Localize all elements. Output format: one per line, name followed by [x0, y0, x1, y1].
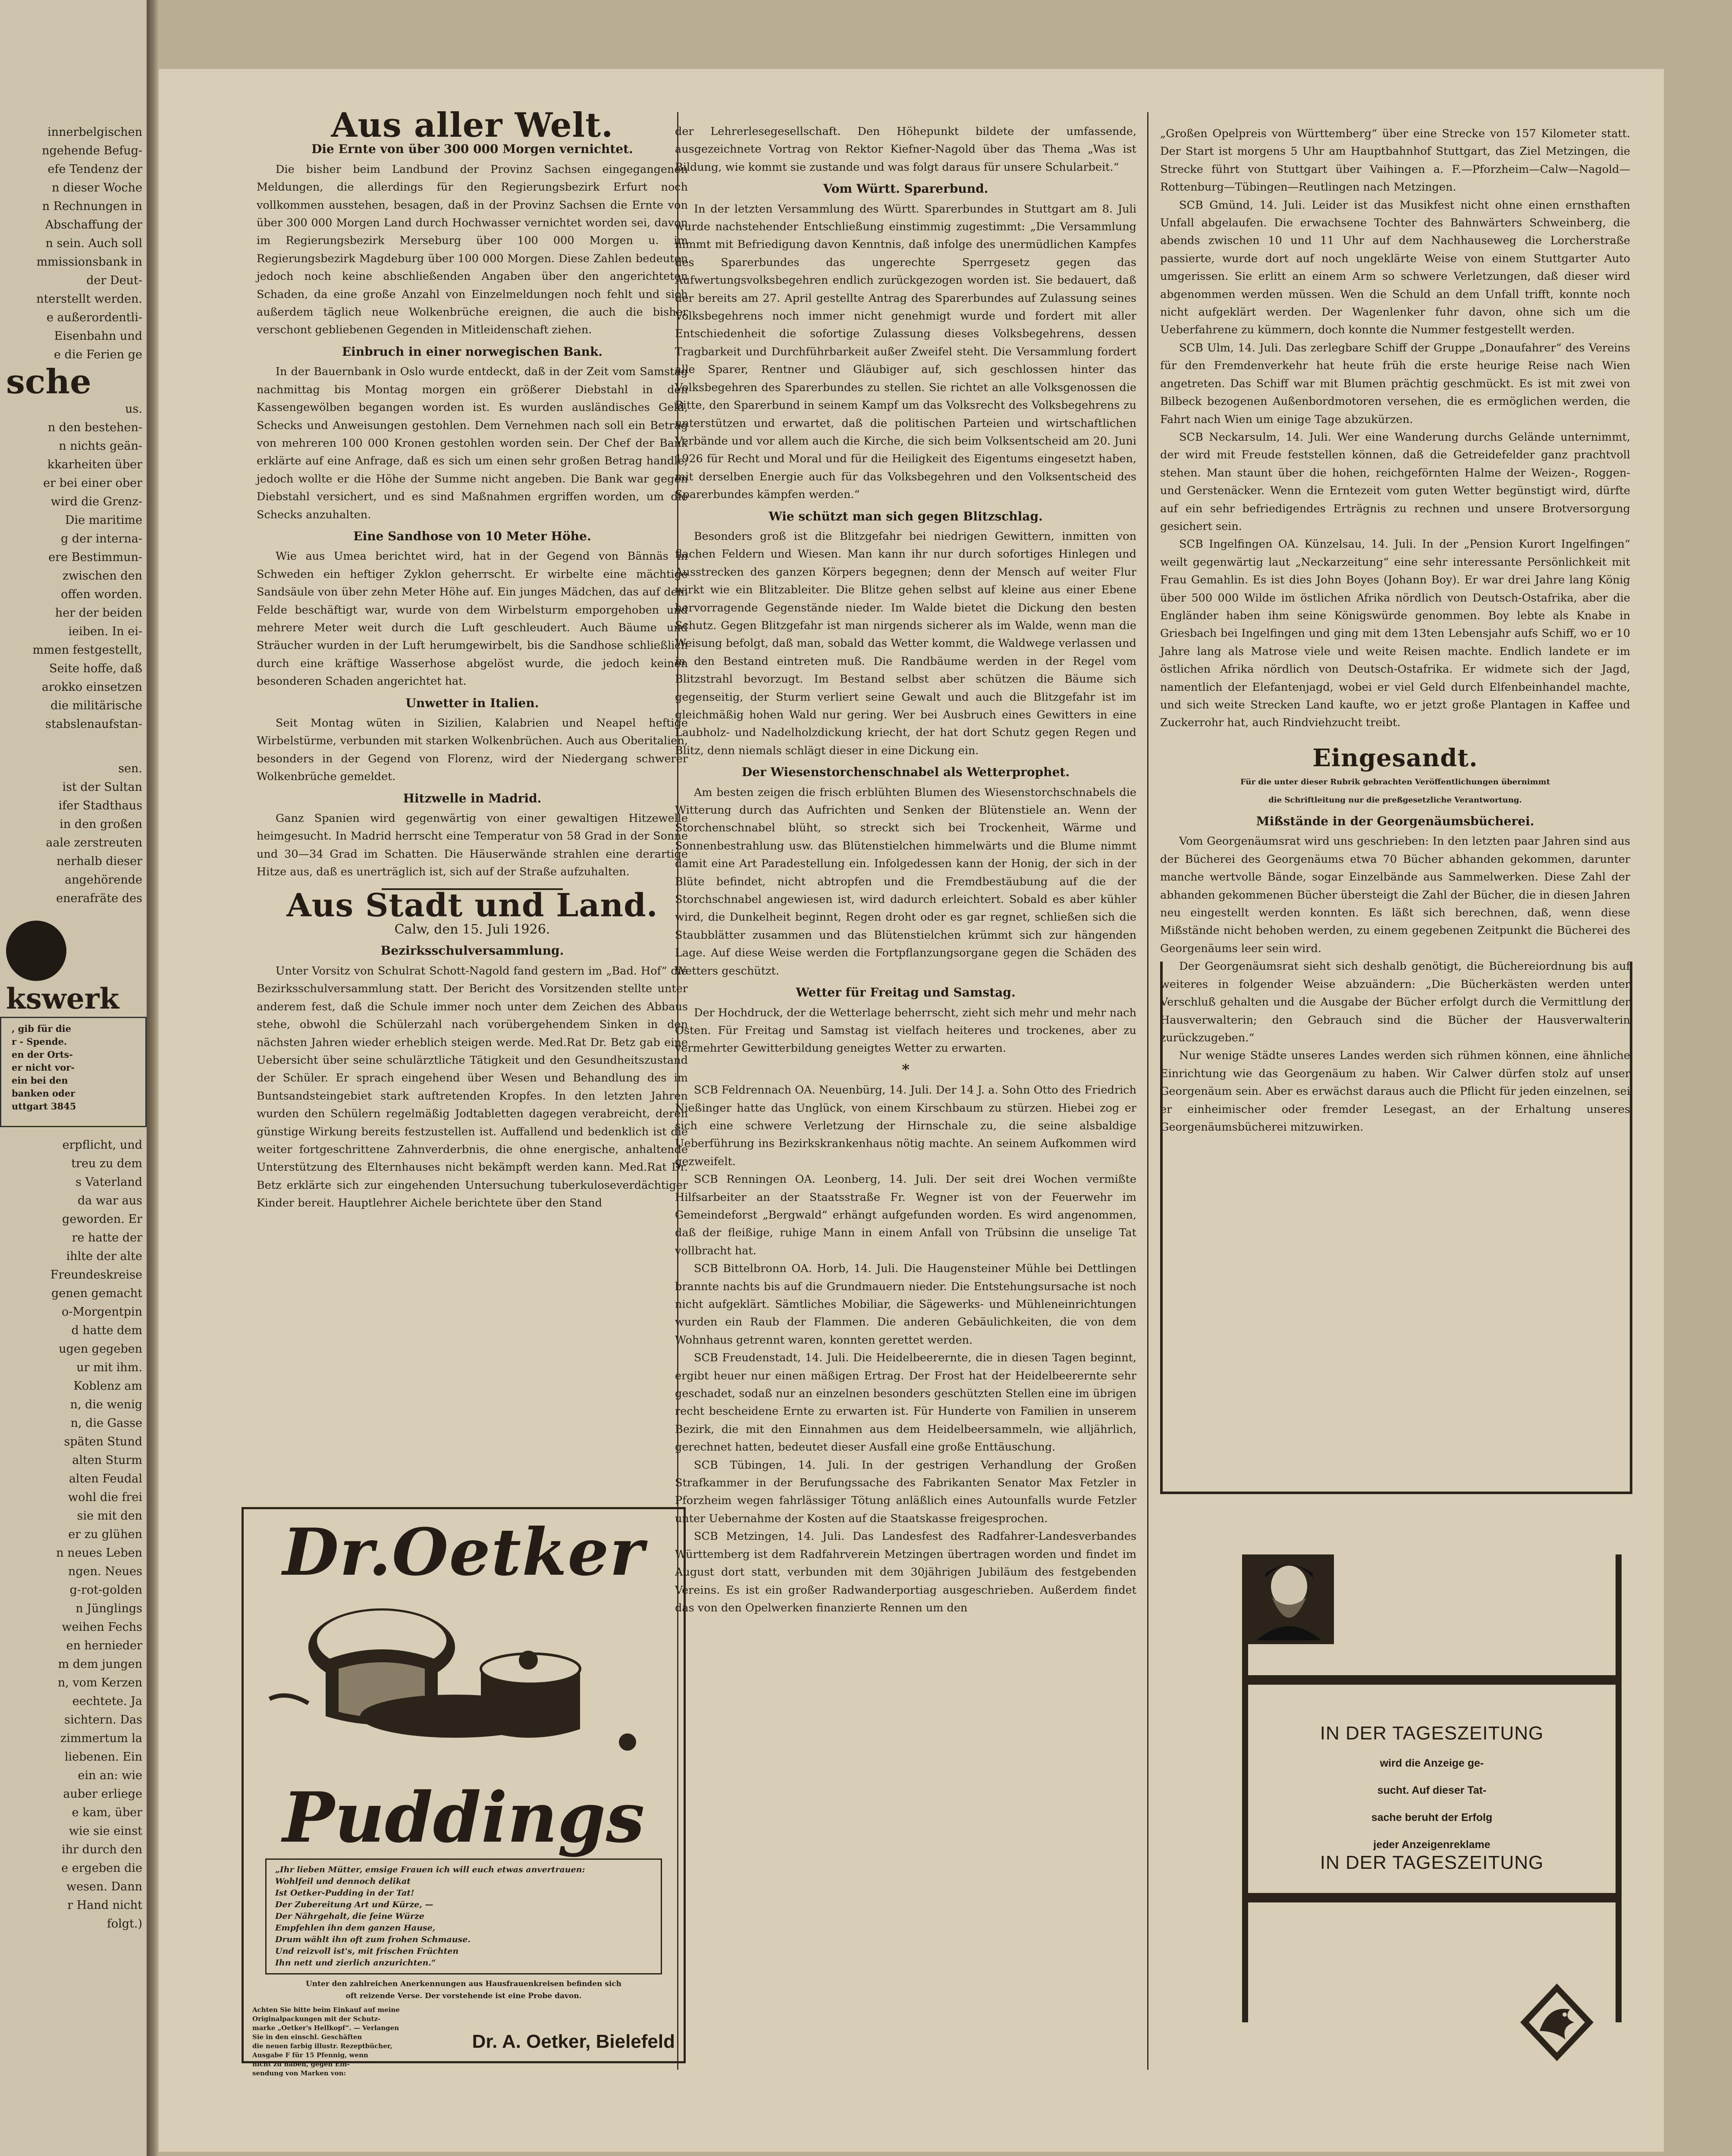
prev-line: Die maritime	[65, 514, 142, 527]
verse-line: „Ihr lieben Mütter, emsige Frauen ich will euch etwas anvertrauen:	[275, 1865, 585, 1874]
fine-print-line: marke „Oetker's Hellkopf“. — Verlangen Sie in den einschl. Geschäften	[252, 2024, 399, 2041]
ad-middle-line: jeder Anzeigenreklame	[1373, 1839, 1490, 1851]
page-spine	[147, 0, 159, 2156]
prev-line: wesen. Dann	[66, 1880, 142, 1893]
prev-line: folgt.)	[107, 1917, 142, 1930]
article-body: SCB Bittelbronn OA. Horb, 14. Juli. Die Haugensteiner Mühle bei Dettlingen brannte nachts bis auf die Grundmauern nieder. Die Entstehungsursache ist noch nicht aufgeklärt. Sämtliches Mobiliar, die Sägewerks- und Mühleneinrichtungen wurden ein Raub der Flammen. Die anderen Gebäulichkeiten, die von dem Wohnhaus getrennt waren, konnten gerettet werden.	[675, 1262, 1136, 1347]
oetker-fine-print	[252, 2006, 408, 2078]
article-body: In der letzten Versammlung des Württ. Sparerbundes in Stuttgart am 8. Juli wurde nachstehender Entschließung einstimmig zugestimmt: „Die Versammlung nimmt mit Befriedigung davon Kenntnis, daß infolge des unermüdlichen Kampfes des Sparerbundes das ungerechte Sperrgesetz gegen das Aufwertungsvolksbegehren endlich zurückgezogen worden ist. Sie bedauert, daß der bereits am 27. April gestellte Antrag des Sparerbundes auf Zulassung seines Volksbegehrens noch immer nicht genehmigt wurde und fordert mit aller Entschiedenheit die sofortige Zulassung dieses Volksbegehrens, dessen Tragbarkeit und Durchführbarkeit außer Zweifel steht. Die Versammlung fordert alle Sparer, Rentner und Gläubiger auf, sich geschlossen hinter das Volksbegehren des Sparerbundes zu stellen. Sie richtet an alle Volksgenossen die Bitte, den Sparerbund in seinem Kampf um das Volksrecht des Volksbegehrens zu unterstützen und erwartet, daß die politischen Parteien und wirtschaftlichen Verbände und vor allem auch die Kirche, die sich beim Volksentscheid am 20. Juni 1926 für Recht und Moral und für die Heiligkeit des Eigentums eingesetzt haben, mit derselben Energie auch für das Volksbegehren und den Volksentscheid des Sparerbundes kämpfen werden.“	[675, 202, 1136, 501]
article-body: Der Hochdruck, der die Wetterlage beherrscht, zieht sich mehr und mehr nach Osten. Für Freitag und Samstag ist vielfach heiteres und trockenes, aber zu vermehrter Gewitterbildung geneigtes Wetter zu erwarten.	[675, 1006, 1136, 1055]
prev-line: in den großen	[60, 818, 142, 831]
ad-headline-bottom: IN DER TAGESZEITUNG	[1320, 1852, 1544, 1873]
disclaimer-line-2: die Schriftleitung nur die preßgesetzliche Verantwortung.	[1268, 795, 1522, 805]
article-body: Besonders groß ist die Blitzgefahr bei niedrigen Gewittern, inmitten von flachen Feldern und Wiesen. Man kann ihr nur durch sofortiges Hinlegen und Ausstrecken des ganzen Körpers begegnen; denn der Mensch auf weiter Flur wirkt wie ein Blitzableiter. Die Blitze gehen selbst auf kleine aus einer Ebene hervorragende Gegenstände nieder. Im Walde bietet die Dickung den besten Schutz. Gegen Blitzgefahr ist man nirgends sicherer als im Walde, wenn man die Weisung befolgt, daß man, sobald das Wetter kommt, die Waldwege verlassen und in den Bestand eintreten muß. Die Randbäume werden in der Regel vom Blitzstrahl bevorzugt. Im Bestand selbst aber schützen die Bäume sich gegenseitig, der Sturm verliert seine Gewalt und auch die Blitzgefahr ist im gleichmäßig hohen Wald nur gering. Wer bei Ausbruch eines Gewitters in eine Laubholz- und Nadelholzdickung kriecht, der hat dort Schutz gegen Regen und Blitz, denn niemals schlägt dieser in eine Dickung ein.	[675, 530, 1136, 757]
prev-line: kkarheiten über	[47, 458, 142, 471]
press-emblem-icon	[1514, 1979, 1600, 2065]
prev-line: mmissionsbank in	[36, 255, 142, 269]
prev-line: nerhalb dieser	[56, 855, 142, 868]
prev-line: auber erliege	[63, 1787, 142, 1801]
prev-line: arokko einsetzen	[41, 680, 142, 694]
article-body: Unter Vorsitz von Schulrat Schott-Nagold fand gestern im „Bad. Hof“ die Bezirksschulversammlung statt. Der Bericht des Vorsitzenden stellte unter anderem fest, daß die Schule immer noch unter dem Zeichen des Abbaus stehe, obwohl die Schülerzahl nach vorübergehendem Sinken in den nächsten Jahren wieder erheblich steigen werde. Med.Rat Dr. Betz gab eine Uebersicht über seine schulärztliche Tätigkeit und den Gesundheitszustand der Schüler. Er sprach eingehend über Wesen und Behandlung des im Buntsandsteingebiet stark auftretenden Kropfes. In den letzten Jahren wurden den Schülern regelmäßig Jodtabletten dagegen verabreicht, deren günstige Wirkung bereits festzustellen ist. Auffallend und bedenklich ist die weiter fortgeschrittene Zahnverderbnis, die ohne energische, anhaltende Unterstützung des Elternhauses nicht bekämpft werden kann. Med.Rat Dr. Betz erklärte sich zur eingehenden Untersuchung tuberkuloseverdächtiger Kinder bereit. Hauptlehrer Aichele berichtete über den Stand	[257, 964, 688, 1210]
prev-ad-line: banken oder	[12, 1088, 75, 1099]
eingesandt-frame	[1160, 962, 1632, 1494]
verse-line: Ist Oetker-Pudding in der Tat!	[275, 1888, 414, 1898]
ad-middle-line: sache beruht der Erfolg	[1371, 1811, 1493, 1824]
prev-line: Koblenz am	[73, 1379, 142, 1393]
article-title: Unwetter in Italien.	[405, 696, 539, 710]
verse-line: Empfehlen ihn dem ganzen Hause,	[275, 1923, 436, 1933]
prev-line: er zu glühen	[68, 1528, 142, 1541]
oetker-address: Dr. A. Oetker, Bielefeld	[472, 2031, 675, 2052]
column-2	[675, 123, 1136, 1617]
verse-line: Drum wählt ihn oft zum frohen Schmause.	[275, 1935, 471, 1944]
prev-lines-mid	[0, 400, 147, 733]
prev-line: n den bestehen-	[47, 421, 142, 434]
article-title: Wie schützt man sich gegen Blitzschlag.	[769, 509, 1043, 523]
fine-print-line: nicht zu haben, gegen Ein-	[252, 2060, 350, 2068]
prev-line: her der beiden	[55, 606, 142, 620]
article-body: SCB Gmünd, 14. Juli. Leider ist das Musikfest nicht ohne einen ernsthaften Unfall abgelaufen. Die erwachsene Tochter des Bahnwärters Schweinberg, die abends zwischen 10 und 11 Uhr auf dem Nachhauseweg die Lorcherstraße passierte, wurde dort auf noch ungeklärte Weise von einem Stuttgarter Auto umgerissen. Sie erlitt an einem Arm so schwere Verletzungen, daß dieser wird abgenommen werden müssen. Wen die Schuld an dem Unfall trifft, konnte noch nicht aufgeklärt werden. Der Wagenlenker fuhr davon, ohne sich um die Ueberfahrene zu kümmern, doch konnte die Nummer festgestellt werden.	[1160, 198, 1630, 337]
prev-line: er bei einer ober	[43, 476, 142, 490]
oetker-note-2: oft reizende Verse. Der vorstehende ist eine Probe davon.	[345, 1992, 582, 2000]
article-body: Nur wenige Städte unseres Landes werden sich rühmen können, eine ähnliche Einrichtung wie das Georgenäum zu haben. Wir Calwer dürfen stolz auf unser Georgenäum sein. Aber es erwächst daraus auch die Pflicht für jeden einzelnen, sei er einheimischer oder fremder Lesegast, an der Erhaltung unseres Georgenäumsbücherei mitzuwirken.	[1160, 1049, 1630, 1134]
article-title: Der Wiesenstorchenschnabel als Wetterprophet.	[741, 765, 1070, 780]
verse-line: Der Nährgehalt, die feine Würze	[275, 1912, 424, 1921]
fine-print-line: sendung von Marken von:	[252, 2069, 346, 2077]
prev-line: alten Feudal	[69, 1472, 142, 1485]
prev-line: re hatte der	[72, 1231, 142, 1244]
fine-print-line: Achten Sie bitte beim Einkauf auf meine Originalpackungen mit der Schutz-	[252, 2006, 400, 2023]
verse-line: Der Zubereitung Art und Kürze, —	[275, 1900, 433, 1909]
article-title: Wetter für Freitag und Samstag.	[796, 985, 1016, 1000]
oetker-brand: Dr.Oetker	[282, 1514, 645, 1590]
prev-lines-bottom	[0, 1136, 147, 1933]
prev-line: geworden. Er	[62, 1213, 142, 1226]
article-body: „Großen Opelpreis von Württemberg“ über eine Strecke von 157 Kilometer statt. Der Start ist morgens 5 Uhr am Hauptbahnhof Stuttgart, das Ziel Metzingen, die Strecke führt von Stuttgart über Vaihingen a. F.—Pforzheim—Calw—Nagold—Rottenburg—Tübingen—Reutlingen nach Metzingen.	[1160, 127, 1630, 194]
prev-ad-line: r - Spende.	[12, 1036, 67, 1047]
prev-line: enerafräte des	[56, 892, 142, 905]
prev-line: eechtete. Ja	[72, 1695, 142, 1708]
dr-oetker-advertisement	[242, 1507, 686, 2077]
verse-line: Wohlfeil und dennoch delikat	[275, 1877, 411, 1886]
ad-headline-top: IN DER TAGESZEITUNG	[1320, 1723, 1544, 1744]
prev-line: der Deut-	[86, 274, 142, 287]
verse-line: Ihn nett und zierlich anzurichten.“	[275, 1958, 436, 1968]
prev-line: e ergeben die	[61, 1861, 142, 1875]
disclaimer-line-1: Für die unter dieser Rubrik gebrachten Veröffentlichungen übernimmt	[1240, 777, 1550, 787]
prev-line: offen worden.	[61, 588, 142, 601]
prev-line: genen gemacht	[51, 1287, 142, 1300]
article-title: Mißstände in der Georgenäumsbücherei.	[1256, 814, 1534, 829]
prev-line: sie mit den	[77, 1509, 142, 1523]
prev-line: da war aus	[77, 1194, 142, 1207]
prev-line: stabslenaufstan-	[45, 718, 142, 731]
article-body: Wie aus Umea berichtet wird, hat in der Gegend von Bännäs in Schweden ein heftiger Zyklon geherrscht. Er wirbelte eine mächtige Sandsäule von über zehn Meter Höhe auf. Ein junges Mädchen, das auf dem Felde beschäftigt war, wurde von dem Wirbelsturm emporgehoben und mehrere Meter weit durch die Luft geschleudert. Auch Bäume und Sträucher wurden in der Luft herumgewirbelt, bis die Sandhose schließlich durch eine kräftige Wasserhose abgelöst wurde, die jedoch keinen besonderen Schaden angerichtet hat.	[257, 550, 688, 688]
prev-line: weihen Fechs	[62, 1620, 142, 1634]
prev-line: ur mit ihm.	[76, 1361, 142, 1374]
article-body: Der Georgenäumsrat sieht sich deshalb genötigt, die Büchereiordnung bis auf weiteres in folgender Weise abzuändern: „Die Bücherkästen werden unter Verschluß gehalten und die Ausgabe der Bücher erfolgt durch die Vermittlung der Hausverwalterin; den Gebrauch sind die Bücher der Hausverwalterin zurückzugeben.“	[1160, 960, 1630, 1044]
prev-line: Freundeskreise	[50, 1268, 142, 1282]
prev-line: r Hand nicht	[67, 1899, 142, 1912]
article-title: Die Ernte von über 300 000 Morgen vernichtet.	[311, 142, 633, 157]
article-body: Ganz Spanien wird gegenwärtig von einer gewaltigen Hitzewelle heimgesucht. In Madrid herrscht eine Temperatur von 58 Grad in der Sonne und 30—34 Grad im Schatten. Die Häuserwände strahlen eine derartige Hitze aus, daß es unerträglich ist, sich auf der Straße aufzuhalten.	[257, 812, 688, 879]
article-body: Vom Georgenäumsrat wird uns geschrieben: In den letzten paar Jahren sind aus der Bücherei des Georgenäums etwa 70 Bücher abhanden gekommen, darunter manche wertvolle Bände, sogar Einzelbände aus Sammelwerken. Diese Zahl der abhanden gekommenen Bücher übersteigt die Zahl der Bücher, die in diesen Jahren neu eingestellt werden konnten. Es läßt sich berechnen, daß, wenn diese Mißstände nicht behoben werden, zu einem gegebenen Zeitpunkt die Bücherei des Georgenäums leer sein wird.	[1160, 835, 1630, 955]
prev-line: n Rechnungen in	[42, 200, 142, 213]
prev-line: ifer Stadthaus	[58, 799, 142, 812]
prev-line: die militärische	[50, 699, 142, 712]
ad-middle-text	[1248, 1744, 1616, 1864]
prev-line: innerbelgischen	[47, 125, 142, 139]
article-body: SCB Renningen OA. Leonberg, 14. Juli. Der seit drei Wochen vermißte Hilfsarbeiter an der Staatsstraße Fr. Wegner ist von der Feuerwehr im Gemeindeforst „Bergwald“ erhängt aufgefunden worden. Es wird angenommen, daß der fleißige, ruhige Mann in einem Anfall von Trübsinn die unselige Tat vollbracht hat.	[675, 1173, 1136, 1257]
gutenberg-portrait-icon	[1246, 1554, 1334, 1644]
heading-aus-aller-welt: Aus aller Welt.	[331, 106, 614, 145]
prev-line: zwischen den	[63, 569, 142, 583]
prev-line: ngehende Befug-	[42, 144, 142, 157]
prev-line: e die Ferien ge	[53, 348, 142, 361]
prev-line: ist der Sultan	[62, 780, 142, 794]
prev-line: e kam, über	[72, 1806, 142, 1819]
article-body: Seit Montag wüten in Sizilien, Kalabrien und Neapel heftige Wirbelstürme, verbunden mit starken Wolkenbrüchen. Auch aus Oberitalien, besonders in der Gegend von Florenz, wird der Niedergang schwerer Wolkenbrüche gemeldet.	[257, 717, 688, 783]
ad-middle-line: sucht. Auf dieser Tat-	[1377, 1784, 1487, 1796]
article-body: SCB Feldrennach OA. Neuenbürg, 14. Juli. Der 14 J. a. Sohn Otto des Friedrich Nießinger hatte das Unglück, von einem Kirschbaum zu stürzen. Hiebei zog er sich eine schwere Verletzung der Hirnschale zu, die seine alsbaldige Ueberführung ins Bezirkskrankenhaus nötig machte. An seinem Aufkommen wird gezweifelt.	[675, 1084, 1136, 1168]
prev-line: mmen festgestellt,	[32, 643, 142, 657]
star-divider: *	[902, 1061, 910, 1078]
prev-line: efe Tendenz der	[47, 163, 142, 176]
article-body: SCB Ingelfingen OA. Künzelsau, 14. Juli. In der „Pension Kurort Ingelfingen“ weilt gegenwärtig laut „Neckarzeitung“ eine sehr interessante Persönlichkeit mit Frau Gemahlin. Es ist dies John Boyes (Johann Boy). Er war drei Jahre lang König über 500 000 Wilde im östlichen Afrika nördlich von Deutsch-Ostafrika, aber die Engländer haben ihm seine Königswürde genommen. Boy lebte als Knabe in Griesbach bei Ingelfingen und ging mit dem 13ten Lebensjahr aufs Schiff, wo er 10 Jahre lang als Matrose viele und weite Reisen machte. Endlich landete er im östlichen Afrika nördlich von Deutsch-Ostafrika. Er widmete sich der Jagd, namentlich der Elefantenjagd, wobei er viel Geld durch Elfenbeinhandel machte, und sich weite Strecken Land kaufte, wo er jetzt große Plantagen in Kaffee und Zuckerrohr hat, auch Rindviehzucht treibt.	[1160, 538, 1630, 730]
oetker-verse-box	[265, 1858, 662, 1974]
oetker-product: Puddings	[282, 1777, 645, 1858]
prev-ad-box	[0, 1017, 147, 1127]
prev-ad-line: er nicht vor-	[12, 1062, 75, 1073]
prev-ad-line: en der Orts-	[12, 1049, 73, 1060]
prev-line: n, vom Kerzen	[57, 1676, 142, 1689]
article-body: Die bisher beim Landbund der Provinz Sachsen eingegangenen Meldungen, die allerdings für den Regierungsbezirk Erfurt noch vollkommen ausstehen, besagen, daß in der Provinz Sachsen die Ernte von über 300 000 Morgen Land durch Hochwasser vernichtet worden sei, davon im Regierungsbezirk Merseburg über 100 000 Morgen u. im Regierungsbezirk Magdeburg über 100 000 Morgen. Diese Zahlen bedeuten jedoch noch keine abschließenden Angaben über den angerichteten Schaden, da eine große Anzahl von Einzelmeldungen noch fehlt und sich außerdem täglich neue Wolkenbrüche ereignen, die auch die bisher verschont gebliebenen Gegenden in Mitleidenschaft ziehen.	[257, 163, 688, 337]
prev-heading-1: sche	[6, 362, 91, 401]
prev-line: ngen. Neues	[68, 1565, 142, 1578]
dateline: Calw, den 15. Juli 1926.	[394, 922, 550, 937]
ad-top-bar	[1248, 1675, 1616, 1685]
oetker-footer	[252, 2006, 675, 2078]
article-title: Hitzwelle in Madrid.	[403, 791, 542, 805]
prev-line: e außerordentli-	[46, 311, 142, 324]
pudding-illustration	[252, 1587, 675, 1781]
prev-line: o-Morgentpin	[62, 1305, 142, 1319]
prev-line: ihr durch den	[62, 1843, 142, 1856]
prev-line: ein an: wie	[78, 1769, 142, 1782]
column-rule-2	[1147, 112, 1148, 2070]
prev-line: s Vaterland	[75, 1175, 142, 1189]
prev-line: g der interna-	[61, 532, 142, 545]
prev-line: ugen gegeben	[59, 1342, 142, 1356]
prev-line: treu zu dem	[71, 1157, 142, 1170]
prev-line: g-rot-golden	[69, 1583, 142, 1597]
article-title: Einbruch in einer norwegischen Bank.	[342, 344, 603, 359]
prev-line: n, die wenig	[70, 1398, 142, 1411]
article-body: Am besten zeigen die frisch erblühten Blumen des Wiesenstorchschnabels die Witterung durch das Aufrichten und Senken der Blütenstiele an. Wenn der Storchenschnabel blüht, so streckt sich bei Trockenheit, Wärme und Sonnenbestrahlung usw. das Blütenstielchen himmelwärts und die Blume nimmt damit eine Art Paradestellung ein. Infolgedessen kann der Honig, der sich in der Blüte befindet, nicht abtropfen und die Fremdbestäubung auf die der Storchschnabel angewiesen ist, wird dadurch erleichtert. Sobald es aber kühler wird, die Dunkelheit beginnt, Regen droht oder es gar regnet, schließen sich die Staubblätter zusammen und das Blütenstielchen krümmt sich zur hängenden Lage. Auf diese Weise werden die Fortpflanzungsorgane gegen die Schäden des Wetters geschützt.	[675, 786, 1136, 978]
verse-line: Und reizvoll ist's, mit frischen Früchten	[275, 1946, 459, 1956]
article-body: SCB Metzingen, 14. Juli. Das Landesfest des Radfahrer-Landesverbandes Württemberg ist dem Radfahrverein Metzingen übertragen worden und findet im August dort statt, verbunden mit dem 30jährigen Jubiläum des festgebenden Vereins. Es ist ein großer Radwanderportiag ausgeschrieben. Außerdem findet das von den Opelwerken finanzierte Rennen um den	[675, 1530, 1136, 1614]
prev-lines-top	[0, 123, 147, 364]
prev-line: en hernieder	[66, 1639, 142, 1652]
prev-line: ihlte der alte	[66, 1250, 142, 1263]
prev-ad-line: ein bei den	[12, 1075, 68, 1086]
prev-line: ieiben. In ei-	[68, 625, 142, 638]
prev-line: n neues Leben	[56, 1546, 142, 1560]
prev-ad-line: uttgart 3845	[12, 1101, 76, 1112]
ad-middle-line: wird die Anzeige ge-	[1380, 1757, 1484, 1769]
article-body: SCB Ulm, 14. Juli. Das zerlegbare Schiff der Gruppe „Donaufahrer“ des Vereins für den Fremdenverkehr hat heute früh die erste heurige Reise nach Wien angetreten. Das Schiff war mit Blumen prächtig geschmückt. Es ist mit zwei von Bilbeck bezogenen Außenbordmotoren versehen, die es ermöglichen werden, die Fahrt nach Wien um einige Tage abzukürzen.	[1160, 341, 1630, 426]
prev-line: späten Stund	[64, 1435, 142, 1448]
prev-lines-mid2	[0, 759, 147, 908]
prev-ad-line: , gib für die	[12, 1023, 71, 1034]
article-body: SCB Freudenstadt, 14. Juli. Die Heidelbeerernte, die in diesen Tagen beginnt, ergibt heuer nur einen mäßigen Ertrag. Der Frost hat der Heidelbeerernte sehr geschadet, sodaß nur an einzelnen besonders geschützten Stellen eine im übrigen recht bescheidene Ernte zu erwarten ist. Für Hunderte von Familien in unserem Bezirk, die mit den Einnahmen aus dem Heidelbeersammeln, wie alljährlich, gerechnet hatten, bedeutet dieser Ausfall eine große Enttäuschung.	[675, 1351, 1136, 1454]
prev-line: us.	[125, 402, 142, 416]
article-title: Vom Württ. Sparerbund.	[823, 182, 988, 196]
prev-line: wohl die frei	[68, 1491, 142, 1504]
prev-line: wie sie einst	[69, 1824, 142, 1838]
prev-line: Seite hoffe, daß	[49, 662, 142, 675]
prev-line: liebenen. Ein	[64, 1750, 142, 1764]
oetker-note-1: Unter den zahlreichen Anerkennungen aus Hausfrauenkreisen befinden sich	[305, 1980, 622, 1988]
heading-aus-stadt-und-land: Aus Stadt und Land.	[286, 887, 658, 924]
previous-page-column	[0, 0, 147, 2156]
ad-bottom-bar	[1248, 1893, 1616, 1902]
prev-line: sichtern. Das	[64, 1713, 142, 1727]
prev-line: n sein. Auch soll	[45, 237, 142, 250]
prev-line: zimmertum la	[60, 1732, 142, 1745]
prev-line: n dieser Woche	[52, 181, 142, 194]
prev-line: erpflicht, und	[62, 1138, 142, 1152]
article-body: der Lehrerlesegesellschaft. Den Höhepunkt bildete der umfassende, ausgezeichnete Vortrag von Rektor Kiefner-Nagold über das Thema „Was ist Bildung, wie kommt sie zustande und was folgt daraus für unsere Schularbeit.“	[675, 125, 1136, 174]
prev-line: n nichts geän-	[59, 439, 142, 453]
article-body: SCB Tübingen, 14. Juli. In der gestrigen Verhandlung der Großen Strafkammer in der Berufungssache des Fabrikanten Senator Max Fetzler in Pforzheim wegen fahrlässiger Tötung anläßlich eines Autounfalls wurde Fetzler unter Uebernahme der Kosten auf die Staatskasse freigesprochen.	[675, 1458, 1136, 1525]
prev-line: ere Bestimmun-	[48, 551, 142, 564]
prev-line: angehörende	[65, 873, 142, 887]
ink-dot	[6, 921, 66, 981]
prev-line: sen.	[118, 762, 142, 775]
prev-line: d hatte dem	[71, 1324, 142, 1337]
prev-line: aale zerstreuten	[46, 836, 142, 849]
fine-print-line: die neuen farbig illustr. Rezeptbücher, Ausgabe F für 15 Pfennig, wenn	[252, 2042, 392, 2059]
prev-line: n, die Gasse	[70, 1416, 142, 1430]
article-title: Eine Sandhose von 10 Meter Höhe.	[353, 529, 591, 543]
prev-line: n Jünglings	[75, 1602, 142, 1615]
prev-line: Abschaffung der	[45, 218, 142, 232]
prev-line: wird die Grenz-	[50, 495, 142, 508]
article-body: SCB Neckarsulm, 14. Juli. Wer eine Wanderung durchs Gelände unternimmt, der wird mit Freude feststellen können, daß die Getreidefelder ganz prachtvoll stehen. Man staunt über die hohen, reichgeförnten Halme der Weizen-, Roggen- und Gerstenäcker. Wenn die Erntezeit vom guten Wetter begünstigt wird, dürfte auf ein sehr befriedigendes Erträgnis zu rechnen und unsere Brotversorgung gesichert sein.	[1160, 430, 1630, 533]
column-1	[257, 106, 688, 1213]
prev-line: Eisenbahn und	[54, 329, 142, 343]
prev-line: m dem jungen	[58, 1658, 142, 1671]
prev-line: alten Sturm	[72, 1454, 142, 1467]
article-body: In der Bauernbank in Oslo wurde entdeckt, daß in der Zeit vom Samstag nachmittag bis Montag morgen ein größerer Diebstahl in den Kassengewölben begangen worden ist. Es wurden ausländisches Geld, Schecks und Anweisungen gestohlen. Dem Vernehmen nach soll ein Betrag von mehreren 100 000 Kronen gestohlen worden sein. Der Chef der Bank erklärte auf eine Anfrage, daß es sich um einen sehr großen Betrag handle; jedoch wollte er die Höhe der Summe nicht angeben. Die Bank war gegen Diebstahl versichert, und es sind Maßnahmen ergriffen worden, um die Schecks anzuhalten.	[257, 365, 688, 521]
prev-heading-2: kswerk	[6, 982, 119, 1015]
prev-line: nterstellt werden.	[36, 292, 142, 306]
article-title: Bezirksschulversammlung.	[380, 943, 564, 958]
heading-eingesandt: Eingesandt.	[1312, 743, 1478, 772]
